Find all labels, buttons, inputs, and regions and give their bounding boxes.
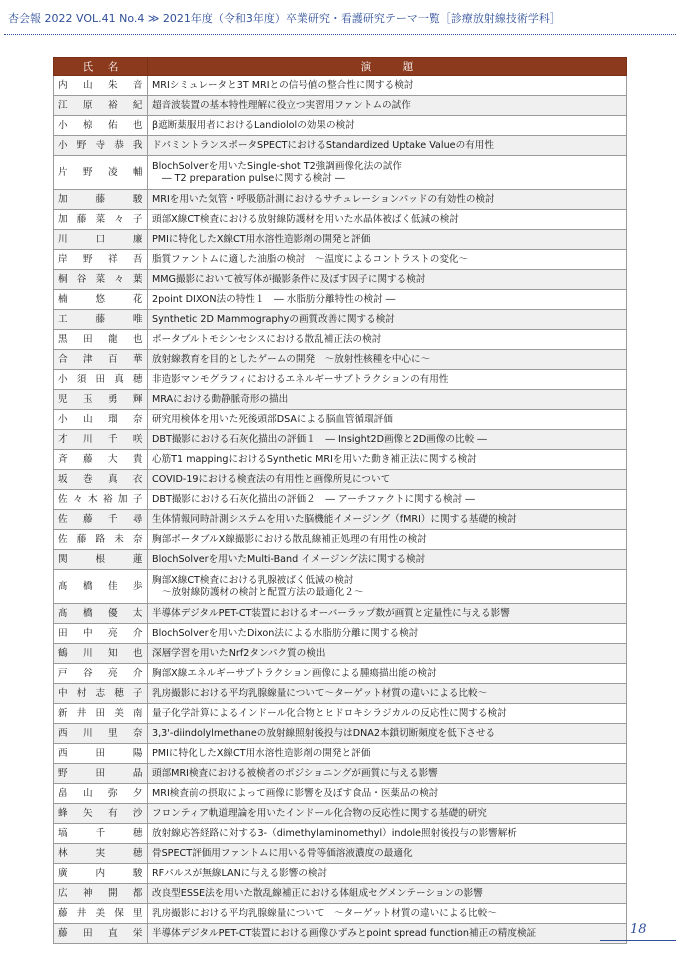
research-title: [148, 784, 627, 804]
student-name: 加藤菜々子: [54, 210, 148, 230]
student-name: 藤井美保里: [54, 904, 148, 924]
research-title-line: 研究用検体を用いた死後頭部DSAによる脳血管循環評価: [152, 413, 393, 425]
student-name: 広神開都: [54, 884, 148, 904]
research-title-line: 3,3'-diindolylmethaneの放射線照射後投与はDNA2本鎖切断頻度を低下させる: [152, 727, 496, 739]
table-row: [54, 190, 627, 210]
student-name: 小須田真穂: [54, 370, 148, 390]
research-subtitle-line: ― T2 preparation pulseに関する検討 ―: [162, 172, 345, 184]
research-title-line: 放射線教育を目的としたゲームの開発 ～放射性核種を中心に～: [152, 353, 431, 365]
table-row: [54, 744, 627, 764]
research-title: [148, 370, 627, 390]
table-row: [54, 76, 627, 96]
table-row: [54, 430, 627, 450]
research-title-line: 量子化学計算によるインドール化合物とヒドロキシラジカルの反応性に関する検討: [152, 707, 507, 719]
research-title: [148, 390, 627, 410]
research-title: [148, 804, 627, 824]
table-row: [54, 210, 627, 230]
table-row: [54, 864, 627, 884]
column-header-name: 氏名: [54, 58, 148, 76]
research-title: [148, 684, 627, 704]
table-row: [54, 684, 627, 704]
student-name: 川口廉: [54, 230, 148, 250]
research-title: [148, 510, 627, 530]
student-name: 小山瑠奈: [54, 410, 148, 430]
research-title-line: DBT撮影における石灰化描出の評価２ ― アーチファクトに関する検討 ―: [152, 493, 475, 505]
student-name: 児玉勇輝: [54, 390, 148, 410]
table-body: [54, 76, 627, 944]
table-row: [54, 704, 627, 724]
research-title: [148, 156, 627, 190]
table-row: [54, 904, 627, 924]
research-title: [148, 76, 627, 96]
research-title: [148, 490, 627, 510]
table-row: [54, 490, 627, 510]
research-title-line: 深層学習を用いたNrf2タンパク質の検出: [152, 647, 326, 659]
research-title-line: PMIに特化したX線CT用水溶性造影剤の開発と評価: [152, 233, 371, 245]
student-name: 才川千咲: [54, 430, 148, 450]
student-name: 佐々木裕加子: [54, 490, 148, 510]
research-title-line: COVID-19における検査法の有用性と画像所見について: [152, 473, 391, 485]
student-name: 藤田直栄: [54, 924, 148, 944]
research-title-line: 放射線応答経路に対する3-（dimethylaminomethyl）indole照射後投与の影響解析: [152, 827, 517, 839]
research-title-line: 生体情報同時計測システムを用いた脳機能イメージング（fMRI）に関する基礎的検討: [152, 513, 517, 525]
student-name: 西田陽: [54, 744, 148, 764]
research-title: [148, 250, 627, 270]
research-title-line: MRIを用いた気管・呼吸筋計測におけるサチュレーションパッドの有効性の検討: [152, 193, 495, 205]
table-row: [54, 470, 627, 490]
research-title-line: BlochSolverを用いたMulti-Band イメージング法に関する検討: [152, 553, 426, 565]
column-header-title: 演題: [148, 58, 627, 76]
research-title: [148, 96, 627, 116]
student-name: 野田晶: [54, 764, 148, 784]
student-name: 江原裕紀: [54, 96, 148, 116]
research-title: [148, 210, 627, 230]
student-name: 桐谷菜々葉: [54, 270, 148, 290]
research-title: [148, 470, 627, 490]
research-title-line: 胸部ポータブルX線撮影における散乱線補正処理の有用性の検討: [152, 533, 427, 545]
research-title-line: 脂質ファントムに適した油脂の検討 ～温度によるコントラストの変化～: [152, 253, 469, 265]
page-number: 18: [630, 922, 647, 937]
research-title: [148, 644, 627, 664]
research-title: [148, 410, 627, 430]
research-title: [148, 270, 627, 290]
research-title-line: MRAにおける動静脈奇形の描出: [152, 393, 289, 405]
table-row: [54, 310, 627, 330]
research-title-line: 心筋T1 mappingにおけるSynthetic MRIを用いた動き補正法に関する検討: [152, 453, 477, 465]
research-subtitle-line: ～放射線防護材の検討と配置方法の最適化２～: [162, 586, 364, 598]
student-name: 小野寺恭我: [54, 136, 148, 156]
research-title-line: Synthetic 2D Mammographyの画質改善に関する検討: [152, 313, 395, 325]
research-title: [148, 550, 627, 570]
table-row: [54, 350, 627, 370]
student-name: 佐藤路未奈: [54, 530, 148, 550]
table-row: [54, 370, 627, 390]
table-row: [54, 724, 627, 744]
research-title: [148, 764, 627, 784]
student-name: 髙橋佳歩: [54, 570, 148, 604]
student-name: 塙千穂: [54, 824, 148, 844]
research-title: [148, 864, 627, 884]
student-name: 黒田龍也: [54, 330, 148, 350]
table-row: [54, 884, 627, 904]
student-name: 岸野祥吾: [54, 250, 148, 270]
research-title-line: フロンティア軌道理論を用いたインドール化合物の反応性に関する基礎的研究: [152, 807, 487, 819]
research-title: [148, 724, 627, 744]
research-title: [148, 844, 627, 864]
research-title: [148, 230, 627, 250]
table-row: [54, 116, 627, 136]
research-title-line: MMG撮影において被写体が撮影条件に及ぼす因子に関する検討: [152, 273, 426, 285]
research-title: [148, 744, 627, 764]
student-name: 片野凌輔: [54, 156, 148, 190]
table-row: [54, 450, 627, 470]
research-title: [148, 290, 627, 310]
research-title-line: 2point DIXON法の特性１ ― 水脂肪分離特性の検討 ―: [152, 293, 396, 305]
research-title: [148, 884, 627, 904]
table-row: [54, 624, 627, 644]
table-row: [54, 330, 627, 350]
research-title: [148, 664, 627, 684]
research-title-line: 頭部X線CT検査における放射線防護材を用いた水晶体被ばく低減の検討: [152, 213, 459, 225]
student-name: 戸谷亮介: [54, 664, 148, 684]
research-title-line: 胸部X線エネルギーサブトラクション画像による腫瘍描出能の検討: [152, 667, 437, 679]
research-title: [148, 136, 627, 156]
research-title-line: ドパミントランスポータSPECTにおけるStandardized Uptake Valueの有用性: [152, 139, 494, 151]
table-row: [54, 530, 627, 550]
table-row: [54, 410, 627, 430]
research-title: [148, 704, 627, 724]
table-row: [54, 290, 627, 310]
research-title-line: PMIに特化したX線CT用水溶性造影剤の開発と評価: [152, 747, 371, 759]
research-title: [148, 624, 627, 644]
research-title: [148, 350, 627, 370]
table-row: [54, 924, 627, 944]
research-title: [148, 824, 627, 844]
research-title: [148, 116, 627, 136]
student-name: 中村志穂子: [54, 684, 148, 704]
student-name: 鶴川知也: [54, 644, 148, 664]
table-row: [54, 604, 627, 624]
table-row: [54, 844, 627, 864]
research-title-line: 胸部X線CT検査における乳腺被ばく低減の検討: [152, 574, 354, 586]
research-title-line: 乳房撮影における平均乳腺線量について ～ターゲット材質の違いによる比較～: [152, 907, 497, 919]
student-name: 廣内駿: [54, 864, 148, 884]
research-title-line: 非造影マンモグラフィにおけるエネルギーサブトラクションの有用性: [152, 373, 449, 385]
table-row: [54, 664, 627, 684]
table-row: [54, 550, 627, 570]
table-row: [54, 390, 627, 410]
research-title: [148, 450, 627, 470]
table-row: [54, 270, 627, 290]
student-name: 内山朱音: [54, 76, 148, 96]
research-title-line: BlochSolverを用いたSingle-shot T2強調画像化法の試作: [152, 160, 403, 172]
table-row: [54, 804, 627, 824]
research-theme-table: [53, 57, 627, 944]
table-row: [54, 156, 627, 190]
table-row: [54, 644, 627, 664]
student-name: 新井田美南: [54, 704, 148, 724]
research-title-line: MRI検査前の摂取によって画像に影響を及ぼす食品・医薬品の検討: [152, 787, 439, 799]
table-row: [54, 230, 627, 250]
research-title-line: 改良型ESSE法を用いた散乱線補正における体組成セグメンテーションの影響: [152, 887, 483, 899]
footer-divider: [600, 940, 676, 941]
running-header: 杏会報 2022 VOL.41 No.4 ≫ 2021年度（令和3年度）卒業研究・看護研究テーマ一覧［診療放射線技術学科］: [8, 12, 561, 25]
student-name: 畠山弥夕: [54, 784, 148, 804]
table-row: [54, 250, 627, 270]
table-row: [54, 784, 627, 804]
research-title: [148, 924, 627, 944]
research-title-line: 超音波装置の基本特性理解に役立つ実習用ファントムの試作: [152, 99, 411, 111]
research-title: [148, 904, 627, 924]
table-row: [54, 510, 627, 530]
student-name: 髙橋優太: [54, 604, 148, 624]
table-row: [54, 136, 627, 156]
research-title: [148, 310, 627, 330]
table-row: [54, 764, 627, 784]
student-name: 田中亮介: [54, 624, 148, 644]
table-header-row: [54, 58, 627, 76]
research-title-line: RFパルスが無線LANに与える影響の検討: [152, 867, 328, 879]
student-name: 合津百華: [54, 350, 148, 370]
student-name: 坂巻真衣: [54, 470, 148, 490]
research-title: [148, 330, 627, 350]
research-title: [148, 530, 627, 550]
student-name: 林実穂: [54, 844, 148, 864]
table-row: [54, 96, 627, 116]
student-name: 工藤唯: [54, 310, 148, 330]
research-title-line: 乳房撮影における平均乳腺線量について～ターゲット材質の違いによる比較～: [152, 687, 488, 699]
research-title-line: 半導体デジタルPET-CT装置におけるオーバーラップ数が画質と定量性に与える影響: [152, 607, 510, 619]
research-title: [148, 190, 627, 210]
research-title-line: β遮断薬服用者におけるLandiololの効果の検討: [152, 119, 355, 131]
student-name: 加藤駿: [54, 190, 148, 210]
research-title: [148, 570, 627, 604]
student-name: 楠悠花: [54, 290, 148, 310]
student-name: 斉藤大貴: [54, 450, 148, 470]
table-row: [54, 824, 627, 844]
student-name: 関根蓮: [54, 550, 148, 570]
student-name: 蜂矢有沙: [54, 804, 148, 824]
research-title-line: 半導体デジタルPET-CT装置における画像ひずみとpoint spread function補正の精度検証: [152, 927, 537, 939]
research-title-line: MRIシミュレータと3T MRIとの信号値の整合性に関する検討: [152, 79, 414, 91]
research-title-line: 頭部MRI検査における被検者のポジショニングが画質に与える影響: [152, 767, 438, 779]
header-divider: [4, 34, 676, 35]
research-title-line: BlochSolverを用いたDixon法による水脂肪分離に関する検討: [152, 627, 419, 639]
table-row: [54, 570, 627, 604]
research-title-line: DBT撮影における石灰化描出の評価１ ― Insight2D画像と2D画像の比較 ―: [152, 433, 487, 445]
student-name: 小椋佑也: [54, 116, 148, 136]
student-name: 佐藤千尋: [54, 510, 148, 530]
research-title-line: ポータブルトモシンセシスにおける散乱補正法の検討: [152, 333, 382, 345]
research-title: [148, 430, 627, 450]
research-title: [148, 604, 627, 624]
student-name: 西川里奈: [54, 724, 148, 744]
research-title-line: 骨SPECT評価用ファントムに用いる骨等価溶液濃度の最適化: [152, 847, 413, 859]
